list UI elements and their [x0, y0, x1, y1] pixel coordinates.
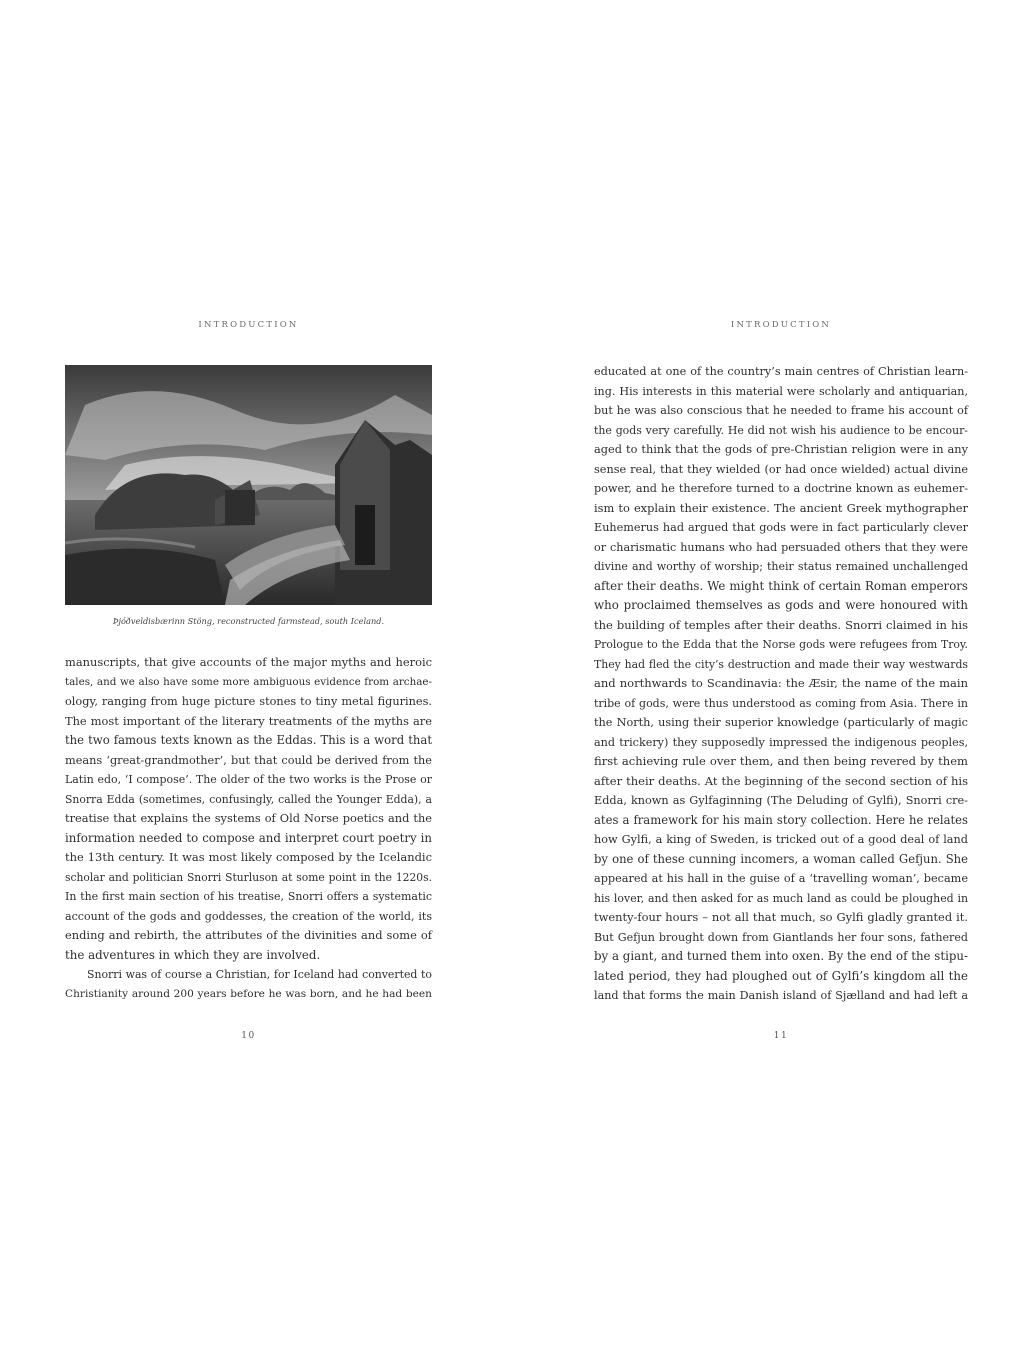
text-line: the 13th century. It was most likely composed by the Icelandic: [65, 850, 432, 864]
text-line: twenty-four hours – not all that much, so Gylfi gladly granted it.: [594, 910, 968, 924]
page-number-right: 11: [773, 1031, 789, 1041]
text-line: and northwards to Scandinavia: the Æsir, the name of the main: [594, 676, 968, 690]
text-line: educated at one of the country’s main centres of Christian learn-: [594, 365, 968, 378]
text-line: by one of these cunning incomers, a woman called Gefjun. She: [594, 851, 968, 866]
text-line: after their deaths. We might think of certain Roman emperors: [594, 578, 968, 593]
text-line: first achieving rule over them, and then being revered by them: [594, 754, 968, 768]
text-line: the two famous texts known as the Eddas. This is a word that: [65, 733, 432, 747]
text-line: tribe of gods, were thus understood as coming from Asia. There in: [594, 696, 968, 710]
text-line: the building of temples after their deaths. Snorri claimed in his: [594, 617, 968, 632]
running-head-left: INTRODUCTION: [198, 320, 299, 330]
text-line: The most important of the literary treatments of the myths are: [65, 713, 432, 728]
text-line: but he was also conscious that he needed to frame his account of: [594, 404, 968, 417]
text-line: Latin edo, ‘I compose’. The older of the two works is the Prose or: [65, 773, 432, 786]
text-line: how Gylfi, a king of Sweden, is tricked out of a good deal of land: [594, 833, 968, 846]
right-page: [512, 0, 1024, 1365]
text-line: and trickery) they supposedly impressed the indigenous peoples,: [594, 735, 968, 749]
text-line: Edda, known as Gylfaginning (The Deluding of Gylfi), Snorri cre-: [594, 794, 968, 807]
text-line: divine and worthy of worship; their status remained unchallenged: [594, 560, 968, 573]
text-line: the gods very carefully. He did not wish his audience to be encour-: [594, 423, 968, 437]
text-line: But Gefjun brought down from Giantlands her four sons, fathered: [594, 930, 968, 944]
text-line: appeared at his hall in the guise of a ‘travelling woman’, became: [594, 872, 968, 885]
body-text-right: [594, 362, 968, 1006]
text-line: power, and he therefore turned to a doctrine known as euhemer-: [594, 482, 968, 495]
text-line: In the first main section of his treatise, Snorri offers a systematic: [65, 890, 432, 903]
text-line: ending and rebirth, the attributes of the divinities and some of: [65, 928, 432, 942]
text-line: treatise that explains the systems of Old Norse poetics and the: [65, 811, 432, 825]
text-line: his lover, and then asked for as much land as could be ploughed in: [594, 891, 968, 905]
text-line: the North, using their superior knowledge (particularly of magic: [594, 716, 968, 729]
text-line: They had fled the city’s destruction and made their way westwards: [594, 657, 968, 671]
body-text-left: [65, 653, 432, 1004]
text-line: sense real, that they wielded (or had once wielded) actual divine: [594, 462, 968, 476]
text-line: Snorri was of course a Christian, for Iceland had converted to: [87, 968, 432, 981]
photo-caption: Þjóðveldisbærinn Stöng, reconstructed farmstead, south Iceland.: [112, 616, 385, 626]
text-line: ates a framework for his main story collection. Here he relates: [594, 812, 968, 827]
text-line: after their deaths. At the beginning of the second section of his: [594, 773, 968, 788]
text-line: manuscripts, that give accounts of the major myths and heroic: [65, 655, 432, 669]
text-line: ing. His interests in this material were scholarly and antiquarian,: [594, 384, 968, 398]
text-line: aged to think that the gods of pre-Christian religion were in any: [594, 442, 968, 456]
text-line: the adventures in which they are involved.: [65, 947, 321, 962]
text-line: means ‘great-grandmother’, but that could be derived from the: [65, 753, 432, 767]
farmstead-photo: [65, 365, 432, 605]
text-line: land that forms the main Danish island of Sjælland and had left a: [594, 989, 968, 1002]
text-line: who proclaimed themselves as gods and were honoured with: [594, 598, 968, 612]
text-line: Snorra Edda (sometimes, confusingly, called the Younger Edda), a: [65, 792, 432, 806]
text-line: ology, ranging from huge picture stones to tiny metal figurines.: [65, 695, 432, 708]
text-line: scholar and politician Snorri Sturluson at some point in the 1220s.: [65, 870, 432, 884]
text-line: information needed to compose and interpret court poetry in: [65, 830, 432, 845]
page-number-left: 10: [241, 1031, 256, 1041]
text-line: Prologue to the Edda that the Norse gods were refugees from Troy.: [594, 638, 968, 651]
text-line: or charismatic humans who had persuaded others that they were: [594, 540, 968, 554]
text-line: Euhemerus had argued that gods were in fact particularly clever: [594, 521, 968, 534]
text-line: account of the gods and goddesses, the creation of the world, its: [65, 909, 432, 923]
text-line: Christianity around 200 years before he was born, and he had been: [65, 987, 432, 1000]
text-line: lated period, they had ploughed out of Gylfi’s kingdom all the: [594, 968, 968, 983]
text-line: by a giant, and turned them into oxen. By the end of the stipu-: [594, 949, 968, 963]
running-head-right: INTRODUCTION: [730, 320, 832, 330]
text-line: ism to explain their existence. The ancient Greek mythographer: [594, 500, 968, 515]
text-line: tales, and we also have some more ambiguous evidence from archae-: [65, 675, 432, 688]
